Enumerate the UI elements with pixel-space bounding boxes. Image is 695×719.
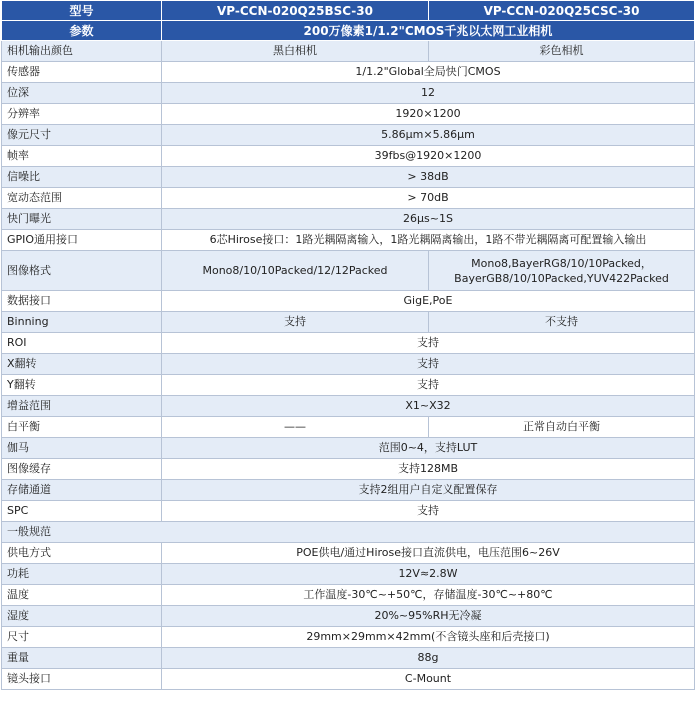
spec-table (1, 0, 695, 690)
row-label: 增益范围 (2, 396, 162, 417)
product-title: 200万像素1/1.2"CMOS千兆以太网工业相机 (162, 21, 695, 41)
row-label: 温度 (2, 585, 162, 606)
row-label: 伽马 (2, 438, 162, 459)
row-value: C-Mount (162, 669, 695, 690)
row-label: Binning (2, 312, 162, 333)
row-label: SPC (2, 501, 162, 522)
table-row (2, 543, 695, 564)
row-label: 传感器 (2, 62, 162, 83)
table-row (2, 167, 695, 188)
row-value: 12V≈2.8W (162, 564, 695, 585)
row-value: > 38dB (162, 167, 695, 188)
row-value-csc (429, 251, 695, 291)
row-label: 供电方式 (2, 543, 162, 564)
table-row (2, 459, 695, 480)
table-row (2, 480, 695, 501)
row-label: 重量 (2, 648, 162, 669)
row-value: 6芯Hirose接口：1路光耦隔离输入，1路光耦隔离输出，1路不带光耦隔离可配置输入输出 (162, 230, 695, 251)
section-label: 一般规范 (2, 522, 695, 543)
row-label: 存储通道 (2, 480, 162, 501)
format-csc-line1: Mono8,BayerRG8/10/10Packed， (471, 256, 652, 270)
row-value: POE供电/通过Hirose接口直流供电，电压范围6~26V (162, 543, 695, 564)
row-value: 支持 (162, 501, 695, 522)
table-row (2, 438, 695, 459)
row-label: 相机输出颜色 (2, 41, 162, 62)
row-label: 宽动态范围 (2, 188, 162, 209)
row-label: 湿度 (2, 606, 162, 627)
table-row (2, 209, 695, 230)
row-label: GPIO通用接口 (2, 230, 162, 251)
table-row (2, 648, 695, 669)
row-label: 数据接口 (2, 291, 162, 312)
row-value: 26μs~1S (162, 209, 695, 230)
table-row (2, 312, 695, 333)
row-label: 快门曝光 (2, 209, 162, 230)
row-value-csc: 不支持 (429, 312, 695, 333)
model-csc: VP-CCN-020Q25CSC-30 (429, 1, 695, 21)
table-row (2, 230, 695, 251)
table-row (2, 251, 695, 291)
row-value: X1~X32 (162, 396, 695, 417)
table-row (2, 396, 695, 417)
row-value: 支持 (162, 375, 695, 396)
row-value: 1920×1200 (162, 104, 695, 125)
table-row (2, 606, 695, 627)
row-label: ROI (2, 333, 162, 354)
row-value-bsc: 黑白相机 (162, 41, 429, 62)
row-value: 1/1.2"Global全局快门CMOS (162, 62, 695, 83)
row-value: 支持2组用户自定义配置保存 (162, 480, 695, 501)
row-value: 12 (162, 83, 695, 104)
row-label: 帧率 (2, 146, 162, 167)
row-value-bsc: —— (162, 417, 429, 438)
row-value: 工作温度-30℃~+50℃，存储温度-30℃~+80℃ (162, 585, 695, 606)
row-value: 29mm×29mm×42mm(不含镜头座和后壳接口) (162, 627, 695, 648)
table-row (2, 501, 695, 522)
row-label: 图像缓存 (2, 459, 162, 480)
param-label: 参数 (2, 21, 162, 41)
row-label: 分辨率 (2, 104, 162, 125)
row-value: 20%~95%RH无冷凝 (162, 606, 695, 627)
row-label: 图像格式 (2, 251, 162, 291)
table-row (2, 62, 695, 83)
row-value: 88g (162, 648, 695, 669)
row-label: X翻转 (2, 354, 162, 375)
header-model-row (2, 1, 695, 21)
table-row (2, 585, 695, 606)
row-label: 位深 (2, 83, 162, 104)
row-value-csc: 彩色相机 (429, 41, 695, 62)
row-value: 支持 (162, 354, 695, 375)
table-row (2, 627, 695, 648)
table-row (2, 146, 695, 167)
table-row (2, 125, 695, 146)
table-row (2, 354, 695, 375)
header-param-row (2, 21, 695, 41)
row-value: 支持128MB (162, 459, 695, 480)
table-row (2, 83, 695, 104)
row-value-bsc: Mono8/10/10Packed/12/12Packed (162, 251, 429, 291)
table-row (2, 333, 695, 354)
table-row (2, 417, 695, 438)
row-label: 白平衡 (2, 417, 162, 438)
row-value: 范围0~4，支持LUT (162, 438, 695, 459)
row-value: 39fbs@1920×1200 (162, 146, 695, 167)
row-label: 镜头接口 (2, 669, 162, 690)
row-label: 功耗 (2, 564, 162, 585)
section-row-general (2, 522, 695, 543)
table-row (2, 188, 695, 209)
table-row (2, 291, 695, 312)
format-csc-line2: BayerGB8/10/10Packed,YUV422Packed (454, 271, 669, 285)
row-value: GigE,PoE (162, 291, 695, 312)
row-value: > 70dB (162, 188, 695, 209)
table-row (2, 104, 695, 125)
row-value: 支持 (162, 333, 695, 354)
table-row (2, 669, 695, 690)
row-label: 信噪比 (2, 167, 162, 188)
row-label: Y翻转 (2, 375, 162, 396)
row-value-bsc: 支持 (162, 312, 429, 333)
model-label: 型号 (2, 1, 162, 21)
row-value-csc: 正常自动白平衡 (429, 417, 695, 438)
row-label: 尺寸 (2, 627, 162, 648)
table-row (2, 375, 695, 396)
model-bsc: VP-CCN-020Q25BSC-30 (162, 1, 429, 21)
row-value: 5.86μm×5.86μm (162, 125, 695, 146)
row-label: 像元尺寸 (2, 125, 162, 146)
table-row (2, 564, 695, 585)
table-row (2, 41, 695, 62)
